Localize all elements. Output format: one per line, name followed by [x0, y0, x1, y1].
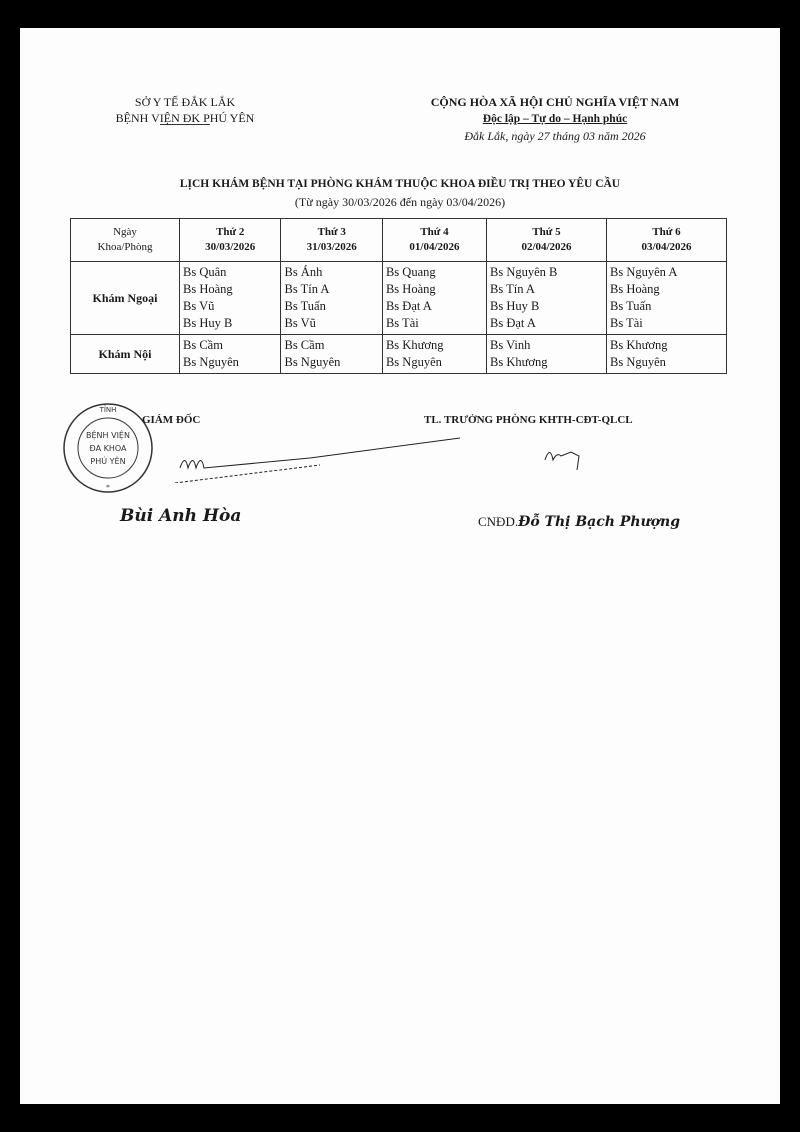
date-line: Đắk Lắk, ngày 27 tháng 03 năm 2026 [464, 129, 646, 143]
doctor-name: Bs Nguyên [385, 355, 442, 369]
document-title: LỊCH KHÁM BỆNH TẠI PHÒNG KHÁM THUỘC KHOA ĐIỀU TRỊ THEO YÊU CẦU [179, 178, 621, 190]
doctor-name: Bs Tín A [284, 282, 330, 296]
doctor-name: Bs Cầm [284, 338, 325, 352]
table-row [71, 262, 727, 335]
doctor-name: Bs Khương [610, 338, 668, 352]
schedule-cell [607, 262, 727, 335]
doctor-name: Bs Nguyên [610, 355, 666, 369]
day-header: Thứ 3 31/03/2026 [281, 219, 382, 262]
schedule-cell [180, 335, 281, 374]
doctor-name: Bs Nguyên B [490, 265, 558, 279]
table-header-row [71, 219, 727, 262]
day-header: Thứ 2 30/03/2026 [180, 219, 281, 262]
corner-label-dept: Khoa/Phòng [97, 241, 153, 253]
day-header: Thứ 6 03/04/2026 [607, 219, 727, 262]
country-name: CỘNG HÒA XÃ HỘI CHỦ NGHĨA VIỆT NAM [430, 95, 680, 109]
doctor-name: Bs Vũ [284, 316, 316, 330]
director-name: Bùi Anh Hòa [120, 506, 242, 526]
doctor-name: Bs Cầm [183, 338, 223, 352]
doctor-name: Bs Tuấn [284, 299, 326, 313]
doctor-name: Bs Tài [610, 316, 643, 330]
schedule-cell [487, 262, 607, 335]
director-signature [170, 433, 470, 483]
schedule-table [70, 218, 727, 374]
doctor-name: Bs Vinh [490, 338, 531, 352]
document-subtitle: (Từ ngày 30/03/2026 đến ngày 03/04/2026) [294, 195, 506, 209]
schedule-cell [607, 335, 727, 374]
doctor-name: Bs Nguyên [284, 355, 341, 369]
doctor-name: Bs Tài [385, 316, 419, 330]
svg-text:PHÚ YÊN: PHÚ YÊN [90, 457, 126, 466]
schedule-cell [281, 262, 382, 335]
doctor-name: Bs Khương [385, 338, 444, 352]
row-label: Khám Nội [71, 335, 180, 374]
department-head-signature [540, 440, 610, 470]
doctor-name: Bs Vũ [183, 299, 215, 313]
doctor-name: Bs Khương [490, 355, 548, 369]
doctor-name: Bs Quang [385, 265, 436, 279]
row-label: Khám Ngoại [71, 262, 180, 335]
director-title: GIÁM ĐỐC [142, 414, 201, 426]
motto: Độc lập – Tự do – Hạnh phúc [482, 113, 628, 125]
svg-text:*: * [106, 483, 110, 492]
doctor-name: Bs Hoàng [610, 282, 660, 296]
doctor-name: Bs Nguyên [183, 355, 239, 369]
schedule-cell [180, 262, 281, 335]
agency-name: SỞ Y TẾ ĐẮK LẮK [134, 95, 236, 109]
day-header: Thứ 4 01/04/2026 [382, 219, 486, 262]
doctor-name: Bs Quân [183, 265, 227, 279]
doctor-name: Bs Tín A [490, 282, 535, 296]
doctor-name: Bs Huy B [183, 316, 233, 330]
svg-text:TỈNH: TỈNH [99, 406, 117, 414]
national-header [390, 94, 720, 145]
svg-text:ĐA KHOA: ĐA KHOA [89, 444, 127, 453]
doctor-name: Bs Đạt A [385, 299, 432, 313]
doctor-name: Bs Ánh [284, 265, 323, 279]
department-head-title: TL. TRƯỞNG PHÒNG KHTH-CĐT-QLCL [424, 414, 633, 426]
schedule-cell [382, 262, 486, 335]
doctor-name: Bs Nguyên A [610, 265, 678, 279]
schedule-cell [487, 335, 607, 374]
doctor-name: Bs Hoàng [385, 282, 436, 296]
hospital-name: BỆNH VIỆN ĐK PHÚ YÊN [115, 111, 255, 125]
table-row [71, 335, 727, 374]
department-head-name: CNĐD.Đỗ Thị Bạch Phượng [478, 514, 681, 530]
schedule-cell [382, 335, 486, 374]
corner-label-day: Ngày [113, 226, 137, 238]
schedule-cell [281, 335, 382, 374]
doctor-name: Bs Tuấn [610, 299, 652, 313]
svg-text:BỆNH VIỆN: BỆNH VIỆN [86, 431, 130, 440]
doctor-name: Bs Huy B [490, 299, 540, 313]
agency-header [90, 94, 280, 125]
doctor-name: Bs Hoàng [183, 282, 233, 296]
day-header: Thứ 5 02/04/2026 [487, 219, 607, 262]
doctor-name: Bs Đạt A [490, 316, 536, 330]
document-page [20, 28, 780, 1104]
official-stamp [60, 398, 160, 498]
